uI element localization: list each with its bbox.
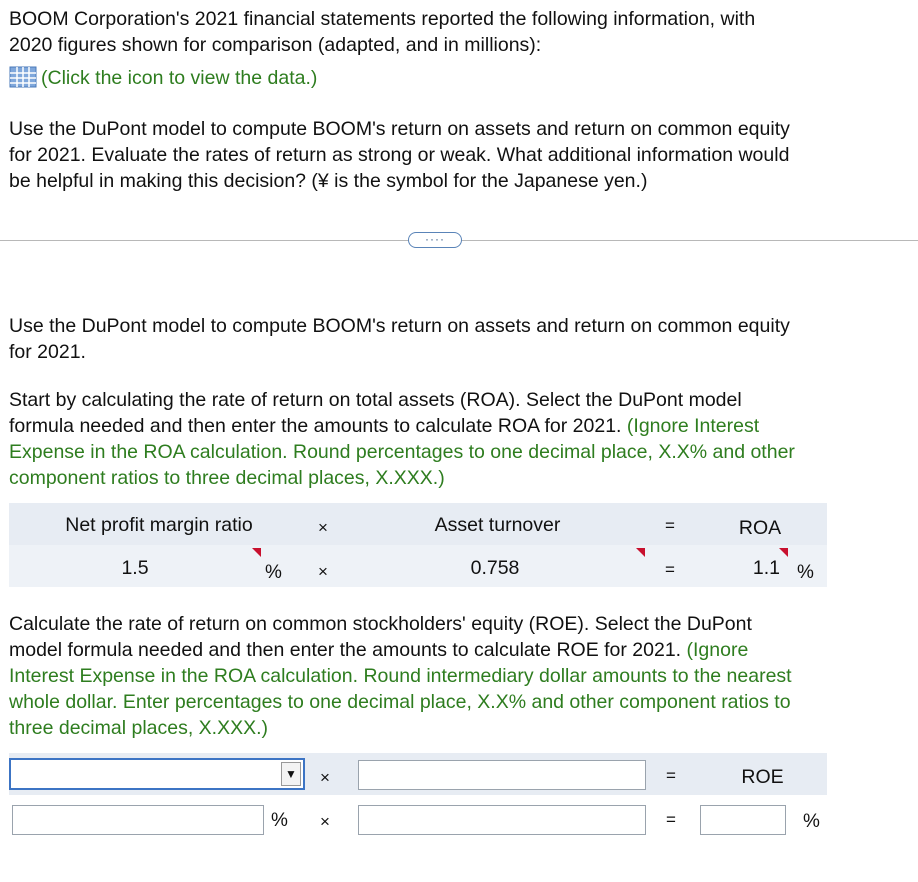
roa-header-asset-turnover: Asset turnover <box>434 514 561 536</box>
answer-marker-icon <box>636 548 645 557</box>
question-line-1: Use the DuPont model to compute BOOM's return on assets and return on common equity <box>9 118 790 140</box>
roe-header-roe: ROE <box>741 766 784 788</box>
roa-instr-line-2b: (Ignore Interest <box>626 415 760 437</box>
part1-text <box>9 313 904 365</box>
data-link-row <box>9 65 904 95</box>
roe-result-input[interactable] <box>700 805 786 835</box>
roa-value-equals: = <box>665 560 675 579</box>
roa-instr-line-3: Expense in the ROA calculation. Round percentages to one decimal place, X.X% and other <box>9 441 795 463</box>
roa-header-times: × <box>318 518 328 537</box>
roa-instr-line-1: Start by calculating the rate of return on total assets (ROA). Select the DuPont model <box>9 389 742 411</box>
roe-component-input-2[interactable] <box>358 805 646 835</box>
roe-formula-select[interactable] <box>9 758 305 790</box>
roa-instr-line-2a: formula needed and then enter the amounts to calculate ROA for 2021. <box>9 415 627 437</box>
roa-value-pct-1: % <box>265 562 282 583</box>
roe-instr-line-3: Interest Expense in the ROA calculation. Round intermediary dollar amounts to the nearest <box>9 665 792 687</box>
view-data-link[interactable]: (Click the icon to view the data.) <box>41 67 318 89</box>
roe-value-equals: = <box>666 810 676 829</box>
roe-header-equals: = <box>666 766 676 785</box>
roe-instr-line-2b: (Ignore <box>686 639 749 661</box>
roa-value-roa[interactable]: 1.1 <box>752 557 780 579</box>
part1-line-1: Use the DuPont model to compute BOOM's return on assets and return on common equity <box>9 315 790 337</box>
roa-instructions <box>9 387 904 491</box>
expand-more-button[interactable]: ···· <box>408 232 462 248</box>
question-line-3: be helpful in making this decision? (¥ is the symbol for the Japanese yen.) <box>9 170 648 192</box>
answer-marker-icon <box>779 548 788 557</box>
roa-value-asset-turnover[interactable]: 0.758 <box>470 557 520 579</box>
roe-instr-line-4: whole dollar. Enter percentages to one decimal place, X.X% and other component ratios to <box>9 691 791 713</box>
roa-header-equals: = <box>665 516 675 535</box>
roe-value-pct-1: % <box>271 810 288 831</box>
roe-instr-line-1: Calculate the rate of return on common stockholders' equity (ROE). Select the DuPont <box>9 613 752 635</box>
intro-line-1: BOOM Corporation's 2021 financial statements reported the following information, with <box>9 8 756 30</box>
part1-line-2: for 2021. <box>9 341 86 363</box>
roe-instructions <box>9 611 904 741</box>
roe-value-pct-3: % <box>803 811 820 832</box>
chevron-down-icon[interactable]: ▼ <box>281 762 301 786</box>
roa-header-net-profit-margin: Net profit margin ratio <box>65 514 253 536</box>
roe-instr-line-5: three decimal places, X.XXX.) <box>9 717 269 739</box>
roe-value-times: × <box>320 812 330 831</box>
roa-instr-line-4: component ratios to three decimal places, X.XXX.) <box>9 467 445 489</box>
intro-text <box>9 6 904 58</box>
roa-value-times: × <box>318 562 328 581</box>
answer-marker-icon <box>252 548 261 557</box>
roe-header-times: × <box>320 768 330 787</box>
question-text <box>9 116 904 194</box>
roe-instr-line-2a: model formula needed and then enter the amounts to calculate ROE for 2021. <box>9 639 687 661</box>
question-line-2: for 2021. Evaluate the rates of return as strong or weak. What additional information would <box>9 144 790 166</box>
roe-component-select-2[interactable] <box>358 760 646 790</box>
table-grid-icon[interactable] <box>9 66 37 95</box>
roa-header-roa: ROA <box>738 517 782 539</box>
roa-value-pct-3: % <box>797 562 814 583</box>
intro-line-2: 2020 figures shown for comparison (adapted, and in millions): <box>9 34 542 56</box>
roe-component-input-1[interactable] <box>12 805 264 835</box>
roa-value-net-profit-margin[interactable]: 1.5 <box>121 557 149 579</box>
